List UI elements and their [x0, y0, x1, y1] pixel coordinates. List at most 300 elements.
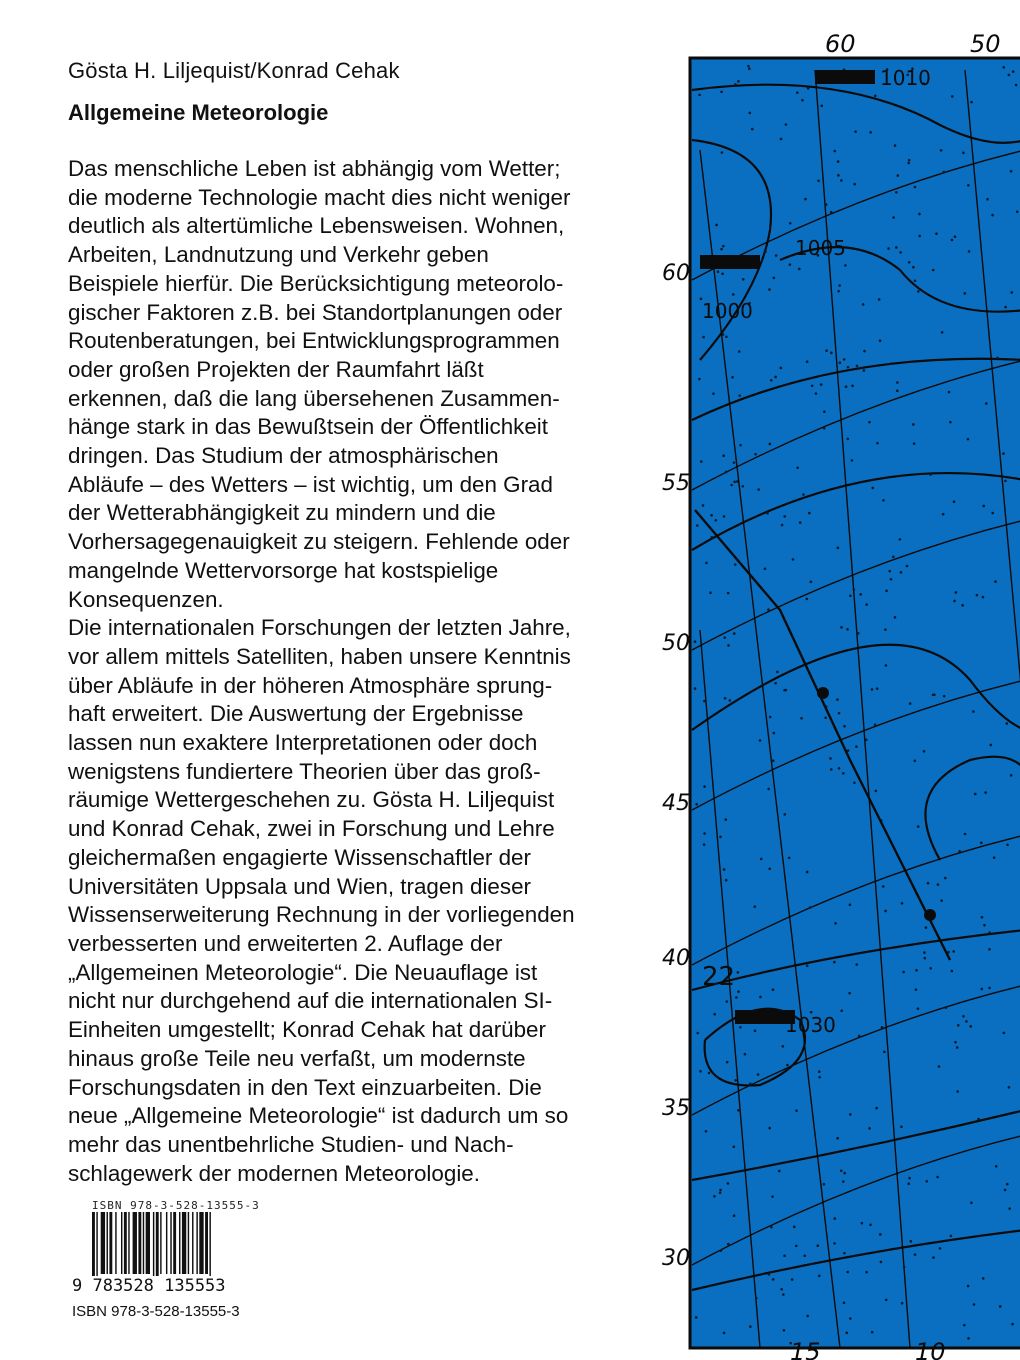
precip-dot — [956, 1090, 959, 1093]
precip-dot — [1006, 1183, 1009, 1186]
precip-dot — [970, 1201, 973, 1204]
precip-dot — [915, 969, 918, 972]
precip-dot — [817, 179, 820, 182]
precip-dot — [773, 732, 776, 735]
precip-dot — [1002, 66, 1005, 69]
precip-dot — [769, 443, 772, 446]
precip-dot — [888, 570, 891, 573]
precip-dot — [868, 1127, 871, 1130]
precip-dot — [723, 868, 726, 871]
precip-dot — [980, 988, 983, 991]
precip-dot — [768, 867, 771, 870]
precip-dot — [839, 361, 842, 364]
precip-dot — [773, 277, 776, 280]
precip-dot — [923, 750, 926, 753]
precip-dot — [713, 1195, 716, 1198]
precip-dot — [882, 499, 885, 502]
blurb-line: deutlich als altertümliche Lebensweisen. Wohnen, — [68, 213, 565, 239]
precip-dot — [786, 1064, 789, 1067]
blurb-line: mangelnde Wettervorsorge hat kostspielige — [68, 557, 499, 583]
precip-dot — [896, 389, 899, 392]
precip-dot — [830, 352, 833, 355]
precip-dot — [900, 571, 903, 574]
precip-dot — [742, 485, 745, 488]
precip-dot — [871, 1331, 874, 1334]
precip-dot — [784, 813, 787, 816]
precip-dot — [796, 466, 799, 469]
precip-dot — [820, 105, 823, 108]
precip-dot — [914, 186, 917, 189]
precip-dot — [696, 524, 699, 527]
precip-dot — [875, 790, 878, 793]
barcode-bar — [133, 1212, 137, 1274]
isobar-label: 1030 — [785, 1013, 836, 1037]
longitude-label-bottom: 10 — [915, 1338, 946, 1360]
precip-dot — [862, 303, 865, 306]
blurb-line: Universitäten Uppsala und Wien, tragen dieser — [68, 873, 531, 899]
precip-dot — [1004, 306, 1007, 309]
precip-dot — [772, 1278, 775, 1281]
precip-dot — [917, 290, 920, 293]
precip-dot — [964, 833, 967, 836]
precip-dot — [723, 1332, 726, 1335]
precip-dot — [869, 1223, 872, 1226]
precip-dot — [771, 1195, 774, 1198]
blurb-line: Konsequenzen. — [68, 586, 224, 612]
precip-dot — [1010, 291, 1013, 294]
blurb-line: die moderne Technologie macht dies nicht weniger — [68, 184, 571, 210]
barcode-bar — [107, 1212, 108, 1274]
precip-dot — [915, 988, 918, 991]
precip-dot — [895, 191, 898, 194]
precip-dot — [721, 151, 724, 154]
precip-dot — [844, 264, 847, 267]
precip-dot — [951, 970, 954, 973]
precip-dot — [742, 278, 745, 281]
precip-dot — [967, 438, 970, 441]
blurb-line: dringen. Das Studium der atmosphärischen — [68, 443, 499, 469]
precip-dot — [845, 385, 848, 388]
precip-dot — [847, 366, 850, 369]
precip-dot — [739, 444, 742, 447]
precip-dot — [837, 290, 840, 293]
precip-dot — [715, 519, 718, 522]
precip-dot — [747, 65, 750, 68]
precip-dot — [713, 1013, 716, 1016]
precip-dot — [780, 1288, 783, 1291]
barcode-bar — [121, 1212, 122, 1274]
precip-dot — [737, 990, 740, 993]
longitude-label-top: 60 — [825, 30, 856, 58]
precip-dot — [836, 698, 839, 701]
precip-dot — [833, 1217, 836, 1220]
barcode-bar — [115, 1212, 116, 1274]
precip-dot — [754, 453, 757, 456]
precip-dot — [939, 1247, 942, 1250]
precip-dot — [956, 1046, 959, 1049]
precip-dot — [927, 882, 930, 885]
precip-dot — [838, 712, 841, 715]
latitude-label: 50 — [662, 631, 690, 656]
precip-dot — [801, 99, 804, 102]
precip-dot — [734, 83, 737, 86]
precip-dot — [703, 843, 706, 846]
precip-dot — [883, 1051, 886, 1054]
precip-dot — [816, 1244, 819, 1247]
precip-dot — [768, 288, 771, 291]
precip-dot — [1004, 480, 1007, 483]
precip-dot — [727, 1182, 730, 1185]
precip-dot — [733, 481, 736, 484]
precip-dot — [1008, 74, 1011, 77]
barcode-bar — [182, 1212, 186, 1274]
precip-dot — [760, 858, 763, 861]
barcode-bar — [143, 1212, 144, 1274]
precip-dot — [892, 556, 895, 559]
precip-dot — [875, 1107, 878, 1110]
precip-dot — [723, 515, 726, 518]
precip-dot — [727, 1243, 730, 1246]
barcode-bar — [196, 1212, 197, 1274]
precip-dot — [908, 159, 911, 162]
precip-dot — [783, 1329, 786, 1332]
precip-dot — [737, 80, 740, 83]
precip-dot — [789, 263, 792, 266]
blurb-line: hänge stark in das Bewußtsein der Öffentlichkeit — [68, 414, 548, 440]
blurb-line: Wissenserweiterung Rechnung in der vorliegenden — [68, 902, 575, 928]
precip-dot — [829, 757, 832, 760]
blurb-line: Abläufe – des Wetters – ist wichtig, um den Grad — [68, 471, 553, 497]
blurb-line: Beispiele hierfür. Die Berücksichtigung meteorolo- — [68, 270, 564, 296]
precip-dot — [994, 580, 997, 583]
precip-dot — [967, 184, 970, 187]
precip-dot — [907, 1182, 910, 1185]
blurb-line: wenigstens fundiertere Theorien über das groß- — [68, 758, 541, 784]
precip-dot — [830, 768, 833, 771]
longitude-label-top: 50 — [970, 30, 1001, 58]
precip-dot — [843, 1252, 846, 1255]
precip-dot — [843, 725, 846, 728]
blurb-line: gischer Faktoren z.B. bei Standortplanungen oder — [68, 299, 563, 325]
precip-dot — [954, 235, 957, 238]
precip-dot — [982, 596, 985, 599]
precip-dot — [770, 1226, 773, 1229]
precip-dot — [871, 688, 874, 691]
precip-dot — [907, 162, 910, 165]
precip-dot — [722, 333, 725, 336]
precip-dot — [982, 505, 985, 508]
precip-dot — [895, 246, 898, 249]
precip-dot — [818, 1070, 821, 1073]
precip-dot — [720, 248, 723, 251]
blurb-line: verbesserten und erweiterten 2. Auflage der — [68, 930, 503, 956]
precip-dot — [806, 1315, 809, 1318]
precip-dot — [783, 1254, 786, 1257]
precip-dot — [780, 367, 783, 370]
precip-dot — [1008, 1086, 1011, 1089]
blurb-line: „Allgemeinen Meteorologie“. Die Neuauflage ist — [68, 959, 538, 985]
precip-dot — [988, 948, 991, 951]
blurb-line: Vorhersagegenauigkeit zu steigern. Fehlende oder — [68, 529, 570, 555]
precip-dot — [1016, 210, 1019, 213]
precip-dot — [799, 521, 802, 524]
precip-dot — [878, 298, 881, 301]
precip-dot — [1006, 722, 1009, 725]
precip-dot — [929, 967, 932, 970]
precip-dot — [845, 1332, 848, 1335]
precip-dot — [733, 1214, 736, 1217]
precip-dot — [846, 1271, 849, 1274]
precip-dot — [842, 772, 845, 775]
precip-dot — [809, 906, 812, 909]
barcode-bar — [173, 1212, 176, 1274]
precip-dot — [825, 203, 828, 206]
blurb-line: oder großen Projekten der Raumfahrt läßt — [68, 356, 484, 382]
precip-dot — [887, 247, 890, 250]
barcode-bar — [170, 1212, 171, 1274]
precip-dot — [833, 150, 836, 153]
precip-dot — [720, 91, 723, 94]
blurb-line: Forschungsdaten in den Text einzuarbeiten. Die — [68, 1074, 542, 1100]
precip-dot — [899, 538, 902, 541]
precip-dot — [705, 1130, 708, 1133]
isobar-label: 1000 — [702, 299, 753, 323]
precip-dot — [808, 512, 811, 515]
precip-dot — [769, 716, 772, 719]
precip-dot — [943, 695, 946, 698]
precip-dot — [840, 1009, 843, 1012]
precip-dot — [853, 588, 856, 591]
precip-dot — [943, 171, 946, 174]
precip-dot — [962, 152, 965, 155]
precip-dot — [983, 924, 986, 927]
precip-dot — [755, 1297, 758, 1300]
precip-dot — [1008, 1207, 1011, 1210]
precip-dot — [901, 1302, 904, 1305]
latitude-label: 45 — [662, 791, 690, 816]
precip-dot — [806, 360, 809, 363]
precip-dot — [820, 383, 823, 386]
barcode-bar — [166, 1212, 167, 1274]
precip-dot — [806, 871, 809, 874]
precip-dot — [840, 1170, 843, 1173]
precip-dot — [753, 905, 756, 908]
precip-dot — [780, 138, 783, 141]
precip-dot — [782, 1293, 785, 1296]
precip-dot — [988, 931, 991, 934]
precip-dot — [914, 279, 917, 282]
precip-dot — [843, 1302, 846, 1305]
precip-dot — [744, 1053, 747, 1056]
blurb-line: erkennen, daß die lang übersehenen Zusammen- — [68, 385, 560, 411]
precip-dot — [700, 460, 703, 463]
precip-dot — [853, 183, 856, 186]
barcode-bar — [128, 1212, 129, 1274]
precip-dot — [914, 760, 917, 763]
precip-dot — [834, 922, 837, 925]
precip-dot — [879, 339, 882, 342]
precip-dot — [810, 581, 813, 584]
precip-dot — [732, 293, 735, 296]
precip-dot — [988, 987, 991, 990]
precip-dot — [1011, 1323, 1014, 1326]
precip-dot — [951, 239, 954, 242]
precip-dot — [940, 149, 943, 152]
precip-dot — [952, 950, 955, 953]
precip-dot — [708, 1072, 711, 1075]
precip-dot — [857, 632, 860, 635]
precip-dot — [722, 454, 725, 457]
precip-dot — [925, 1180, 928, 1183]
precip-dot — [748, 68, 751, 71]
precip-dot — [972, 710, 975, 713]
precip-dot — [815, 392, 818, 395]
blurb-line: Routenberatungen, bei Entwicklungsprogrammen — [68, 328, 560, 354]
precip-dot — [807, 87, 810, 90]
precip-dot — [1010, 774, 1013, 777]
precip-dot — [738, 394, 741, 397]
precip-dot — [917, 825, 920, 828]
precip-dot — [982, 1277, 985, 1280]
precip-dot — [823, 1183, 826, 1186]
precip-dot — [865, 1271, 868, 1274]
precip-dot — [900, 1125, 903, 1128]
precip-dot — [734, 563, 737, 566]
precip-dot — [851, 459, 854, 462]
barcode-digits: 9 783528 135553 — [72, 1276, 226, 1296]
precip-dot — [719, 836, 722, 839]
precip-dot — [757, 1073, 760, 1076]
blurb-line: der Wetterabhängigkeit zu mindern und die — [68, 500, 496, 526]
blurb-paragraph — [68, 614, 668, 1188]
precip-dot — [772, 759, 775, 762]
precip-dot — [846, 628, 849, 631]
precip-dot — [736, 480, 739, 483]
latitude-label: 60 — [662, 261, 690, 286]
precip-dot — [847, 438, 850, 441]
precip-dot — [806, 964, 809, 967]
isbn-label: ISBN 978-3-528-13555-3 — [72, 1303, 240, 1320]
precip-dot — [896, 381, 899, 384]
precip-dot — [840, 626, 843, 629]
precip-dot — [957, 1024, 960, 1027]
precip-dot — [986, 198, 989, 201]
precip-dot — [759, 739, 762, 742]
precip-dot — [703, 700, 706, 703]
precip-dot — [967, 1285, 970, 1288]
precip-dot — [909, 1240, 912, 1243]
precip-dot — [906, 565, 909, 568]
precip-dot — [991, 214, 994, 217]
precip-dot — [929, 473, 932, 476]
precip-dot — [849, 1113, 852, 1116]
precip-dot — [933, 693, 936, 696]
precip-dot — [938, 1065, 941, 1068]
precip-dot — [974, 793, 977, 796]
precip-dot — [833, 1242, 836, 1245]
precip-dot — [908, 261, 911, 264]
precip-dot — [923, 951, 926, 954]
precip-dot — [853, 782, 856, 785]
precip-dot — [865, 739, 868, 742]
precip-dot — [838, 284, 841, 287]
precip-dot — [955, 591, 958, 594]
precip-dot — [985, 402, 988, 405]
barcode-bar — [101, 1212, 105, 1274]
precip-dot — [885, 1299, 888, 1302]
blurb-text — [68, 155, 668, 1188]
barcode-bar — [146, 1212, 150, 1274]
precip-dot — [703, 785, 706, 788]
precip-dot — [840, 179, 843, 182]
blurb-line: mehr das unentbehrliche Studien- und Nach- — [68, 1131, 514, 1157]
precip-dot — [782, 1045, 785, 1048]
blurb-line: und Konrad Cehak, zwei in Forschung und Lehre — [68, 816, 555, 842]
precip-dot — [882, 885, 885, 888]
precip-dot — [1002, 452, 1005, 455]
blurb-line: Arbeiten, Landnutzung und Verkehr geben — [68, 242, 489, 268]
precip-dot — [937, 883, 940, 886]
precip-dot — [923, 957, 926, 960]
precip-dot — [1012, 70, 1015, 73]
precip-dot — [941, 331, 944, 334]
precip-dot — [739, 1026, 742, 1029]
precip-dot — [734, 1079, 737, 1082]
book-title: Allgemeine Meteorologie — [68, 100, 329, 125]
precip-dot — [885, 590, 888, 593]
precip-dot — [733, 461, 736, 464]
barcode-bar — [192, 1212, 193, 1274]
precip-dot — [715, 224, 718, 227]
precip-dot — [767, 788, 770, 791]
precip-dot — [977, 1118, 980, 1121]
precip-dot — [754, 1029, 757, 1032]
precip-dot — [874, 724, 877, 727]
precip-dot — [725, 335, 728, 338]
precip-dot — [849, 594, 852, 597]
precip-dot — [837, 160, 840, 163]
precip-dot — [710, 514, 713, 517]
precip-dot — [702, 504, 705, 507]
precip-dot — [969, 1025, 972, 1028]
precip-dot — [976, 594, 979, 597]
precip-dot — [727, 592, 730, 595]
weather-map — [640, 30, 1020, 1360]
precip-dot — [951, 95, 954, 98]
precip-dot — [999, 1305, 1002, 1308]
precip-dot — [892, 216, 895, 219]
precip-dot — [1015, 84, 1018, 87]
precip-dot — [871, 487, 874, 490]
precip-dot — [796, 91, 799, 94]
precip-dot — [848, 992, 851, 995]
precip-dot — [694, 640, 697, 643]
precip-dot — [989, 744, 992, 747]
precip-dot — [724, 697, 727, 700]
latitude-label: 30 — [662, 1246, 690, 1271]
precip-dot — [954, 1041, 957, 1044]
precip-dot — [719, 1189, 722, 1192]
precip-dot — [958, 850, 961, 853]
precip-dot — [843, 1172, 846, 1175]
latitude-label: 35 — [662, 1096, 690, 1121]
precip-dot — [925, 926, 928, 929]
precip-dot — [876, 687, 879, 690]
precip-dot — [783, 689, 786, 692]
precip-dot — [876, 442, 879, 445]
precip-dot — [749, 112, 752, 115]
precip-dot — [961, 604, 964, 607]
